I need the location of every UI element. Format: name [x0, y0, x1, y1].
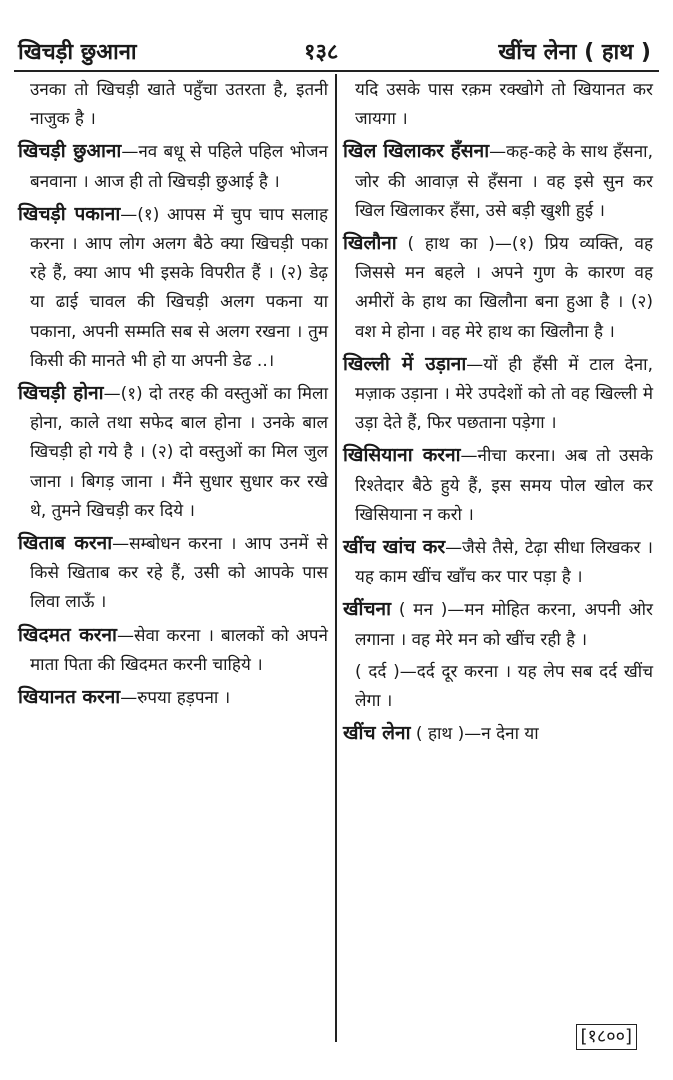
headword: खींचना — [343, 598, 391, 621]
dictionary-entry: ( दर्द )—दर्द दूर करना । यह लेप सब दर्द खींच लेगा । — [355, 661, 653, 712]
left-column — [18, 76, 328, 716]
headword: खींच खांच कर — [343, 536, 446, 559]
running-header — [14, 36, 659, 70]
dictionary-entry: खिल खिलाकर हँसना—कह-कहे के साथ हँसना, जोर की आवाज़ से हँसना । वह इसे सुन कर खिल खिलाकर हँसा, उसे बड़ी खुशी हुई । — [343, 140, 653, 221]
dictionary-entry: खिचड़ी पकाना—(१) आपस में चुप चाप सलाह करना । आप लोग अलग बैठे क्या खिचड़ी पका रहे हैं, क्या आप भी इसके विपरीत हैं । (२) डेढ़ या ढाई चावल की खिचड़ी अलग पकना या पकाना, अपनी सम्मति सब से अलग रखना । तुम किसी की मानते भी हो या अपनी डेढ ..। — [18, 202, 328, 371]
dictionary-entry: खिल्ली में उड़ाना—यों ही हँसी में टाल देना, मज़ाक उड़ाना । मेरे उपदेशों को तो वह खिल्ली मे उड़ा देते हैं, फिर पछताना पड़ेगा । — [343, 352, 653, 434]
dictionary-entry: खिलौना ( हाथ का )—(१) प्रिय व्यक्ति, वह जिससे मन बहले । अपने गुण के कारण वह अमीरों के हाथ का खिलौना बना हुआ है । (२) वश मे होना । वह मेरे हाथ का खिलौना है । — [343, 232, 653, 342]
dictionary-entry: खींच लेना ( हाथ )—न देना या — [343, 722, 539, 745]
dictionary-entry: खिसियाना करना—नीचा करना। अब तो उसके रिश्तेदार बैठे हुये हैं, इस समय पोल खोल कर खिसियाना न करो । — [343, 444, 653, 525]
dictionary-entry: खिचड़ी छुआना—नव बधू से पहिले पहिल भोजन बनवाना । आज ही तो खिचड़ी छुआई है । — [18, 140, 328, 192]
headword: खिचड़ी होना — [18, 382, 104, 405]
headword: खिलौना — [343, 232, 397, 255]
column-divider — [335, 74, 337, 1042]
header-left-keyword: खिचड़ी छुआना — [18, 40, 137, 65]
dictionary-entry: खिचड़ी होना—(१) दो तरह की वस्तुओं का मिला होना, काले तथा सफेद बाल होना । उनके बाल खिचड़ी हो गये है । (२) दो वस्तुओं का मिल जुल जाना । बिगड़ जाना । मैंने सुधार सुधार कर रखे थे, तुमने खिचड़ी कर दिये । — [18, 382, 328, 521]
dictionary-entry: खींच खांच कर—जैसे तैसे, टेढ़ा सीधा लिखकर । यह काम खींच खाँच कर पार पड़ा है । — [343, 536, 653, 588]
dictionary-entry: उनका तो खिचड़ी खाते पहुँचा उतरता है, इतनी नाजुक है । — [30, 80, 328, 130]
headword: खींच लेना — [343, 722, 411, 745]
headword: खिचड़ी छुआना — [18, 140, 122, 163]
dictionary-entry: यदि उसके पास रक़म रक्खोगे तो खियानत कर जायगा । — [355, 80, 653, 130]
dictionary-entry: खिताब करना—सम्बोधन करना । आप उनमें से किसे खिताब कर रहे हैं, उसी को आपके पास लिवा लाऊँ । — [18, 532, 329, 613]
dictionary-entry: खींचना ( मन )—मन मोहित करना, अपनी ओर लगाना । वह मेरे मन को खींच रही है । — [343, 598, 653, 650]
dictionary-entry: खियानत करना—रुपया हड़पना । — [18, 686, 231, 709]
footer-serial-number: [१८००] — [576, 1024, 638, 1050]
headword: खियानत करना — [18, 686, 121, 709]
headword: खिताब करना — [18, 532, 113, 555]
headword: खिसियाना करना — [343, 444, 461, 467]
header-right-keyword: खींच लेना ( हाथ ) — [498, 40, 651, 65]
dictionary-entry: खिदमत करना—सेवा करना । बालकों को अपने माता पिता की खिदमत करनी चाहिये । — [18, 623, 328, 675]
headword: खिदमत करना — [18, 623, 117, 646]
page-number: १३८ — [304, 40, 339, 65]
right-column — [343, 76, 653, 752]
headword: खिचड़ी पकाना — [18, 202, 121, 225]
headword: खिल्ली में उड़ाना — [343, 352, 467, 375]
header-rule — [14, 70, 659, 72]
headword: खिल खिलाकर हँसना — [343, 140, 490, 163]
